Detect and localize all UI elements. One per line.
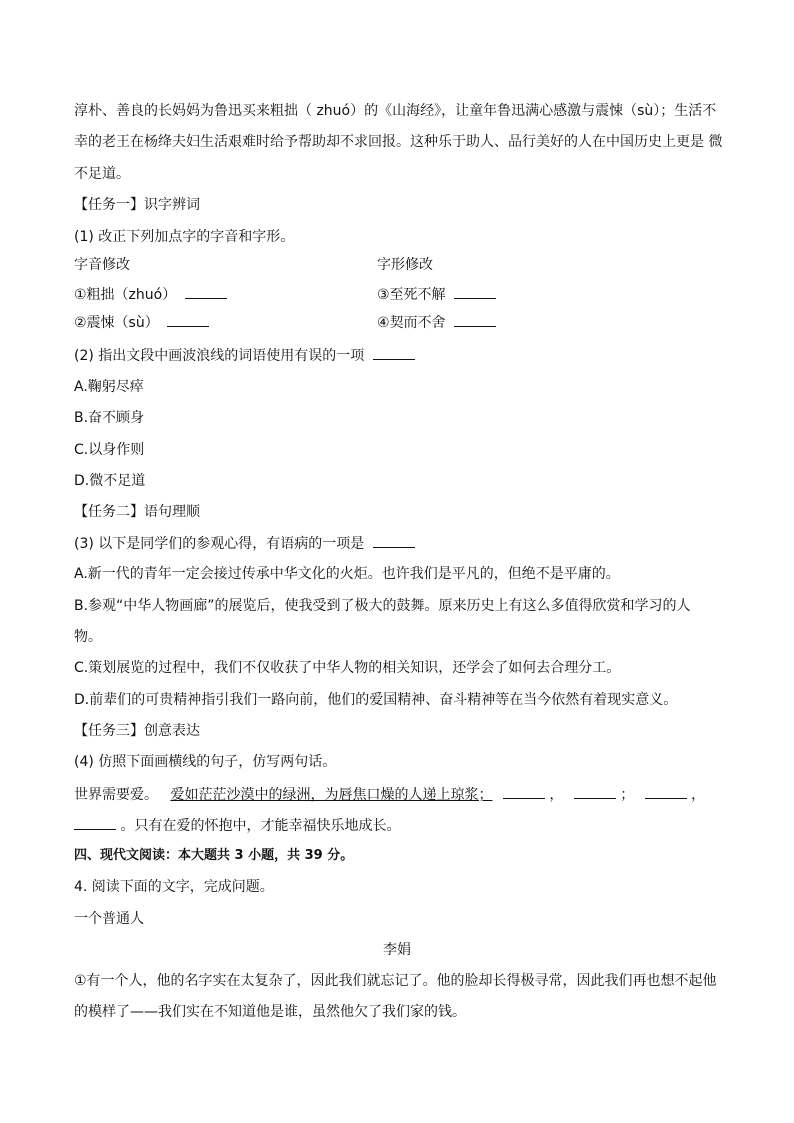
task2-title: 【任务二】语句理顺 (74, 504, 200, 520)
item-2-text: ②震悚（sù） (74, 315, 159, 331)
task2-question-3-text: (3) 以下是同学们的参观心得，有语病的一项是 (74, 536, 365, 552)
task1-question-2 (74, 345, 415, 366)
sentence-b-line-1: B.参观“中华人物画廊”的展览后，使我受到了极大的鼓舞。原来历史上有这么多值得欣赏和学习的人 (74, 598, 691, 614)
item-1-answer-blank[interactable] (185, 284, 227, 299)
task1-question-2-text: (2) 指出文段中画波浪线的词语使用有误的一项 (74, 348, 365, 364)
option-d: D.微不足道 (74, 473, 146, 489)
task1-title: 【任务一】识字辨词 (74, 197, 200, 213)
item-4 (377, 312, 496, 333)
separator-1: ， (549, 787, 564, 803)
separator-2: ； (620, 787, 635, 803)
sentence-a: A.新一代的青年一定会接过传承中华文化的火炬。也许我们是平凡的，但绝不是平庸的。 (74, 566, 620, 582)
item-4-answer-blank[interactable] (454, 312, 496, 327)
option-c: C.以身作则 (74, 442, 145, 458)
pronunciation-column-header: 字音修改 (74, 257, 130, 273)
intro-line-2: 幸的老王在杨绛夫妇生活艰难时给予帮助却不求回报。这种乐于助人、品行美好的人在中国历史上更是 微 (74, 134, 723, 150)
task2-question-3 (74, 533, 415, 554)
item-2-answer-blank[interactable] (167, 312, 209, 327)
option-a: A.鞠躬尽瘁 (74, 379, 144, 395)
item-3 (377, 284, 496, 305)
separator-3: ， (691, 787, 706, 803)
task3-question-4: (4) 仿照下面画横线的句子，仿写两句话。 (74, 754, 337, 770)
imitation-line-2 (74, 815, 400, 836)
option-b: B.奋不顾身 (74, 410, 145, 426)
item-3-text: ③至死不解 (377, 287, 446, 303)
item-1 (74, 284, 227, 305)
glyph-column-header: 字形修改 (377, 257, 433, 273)
sentence-d: D.前辈们的可贵精神指引我们一路向前，他们的爱国精神、奋斗精神等在当今依然有着现实意义。 (74, 692, 678, 708)
imitation-blank-3[interactable] (645, 784, 687, 799)
question-3-answer-blank[interactable] (373, 533, 415, 548)
task1-question-1: (1) 改正下列加点字的字音和字形。 (74, 229, 295, 245)
sentence-b-line-2: 物。 (74, 629, 102, 645)
section-4-heading: 四、现代文阅读：本大题共 3 小题，共 39 分。 (74, 848, 354, 863)
intro-line-3: 不足道。 (74, 166, 130, 182)
imitation-blank-4[interactable] (74, 815, 116, 830)
task3-title: 【任务三】创意表达 (74, 723, 200, 739)
imitation-blank-2[interactable] (574, 784, 616, 799)
imitation-blank-1[interactable] (503, 784, 545, 799)
item-1-text: ①粗拙（zhuó） (74, 287, 177, 303)
model-sentence: 爱如茫茫沙漠中的绿洲，为唇焦口燥的人递上琼浆； (170, 787, 493, 803)
item-2 (74, 312, 209, 333)
article-author: 李娟 (383, 942, 411, 958)
paragraph-1-line-1: ①有一个人，他的名字实在太复杂了，因此我们就忘记了。他的脸却长得极寻常，因此我们再也想不起他 (74, 973, 717, 989)
paragraph-1-line-2: 的模样了——我们实在不知道他是谁，虽然他欠了我们家的钱。 (74, 1004, 466, 1020)
question-4-intro: 4. 阅读下面的文字，完成问题。 (74, 879, 274, 895)
imitation-prefix: 世界需要爱。 (74, 787, 158, 803)
imitation-suffix: 。只有在爱的怀抱中，才能幸福快乐地成长。 (120, 818, 401, 834)
item-4-text: ④契而不舍 (377, 315, 446, 331)
article-title: 一个普通人 (74, 911, 144, 927)
intro-line-1: 淳朴、善良的长妈妈为鲁迅买来粗拙（ zhuó）的《山海经》，让童年鲁迅满心感激与震悚（sù）；生活不 (74, 103, 717, 119)
sentence-c: C.策划展览的过程中，我们不仅收获了中华人物的相关知识，还学会了如何去合理分工。 (74, 660, 621, 676)
question-2-answer-blank[interactable] (373, 345, 415, 360)
imitation-line-1 (74, 784, 705, 805)
item-3-answer-blank[interactable] (454, 284, 496, 299)
